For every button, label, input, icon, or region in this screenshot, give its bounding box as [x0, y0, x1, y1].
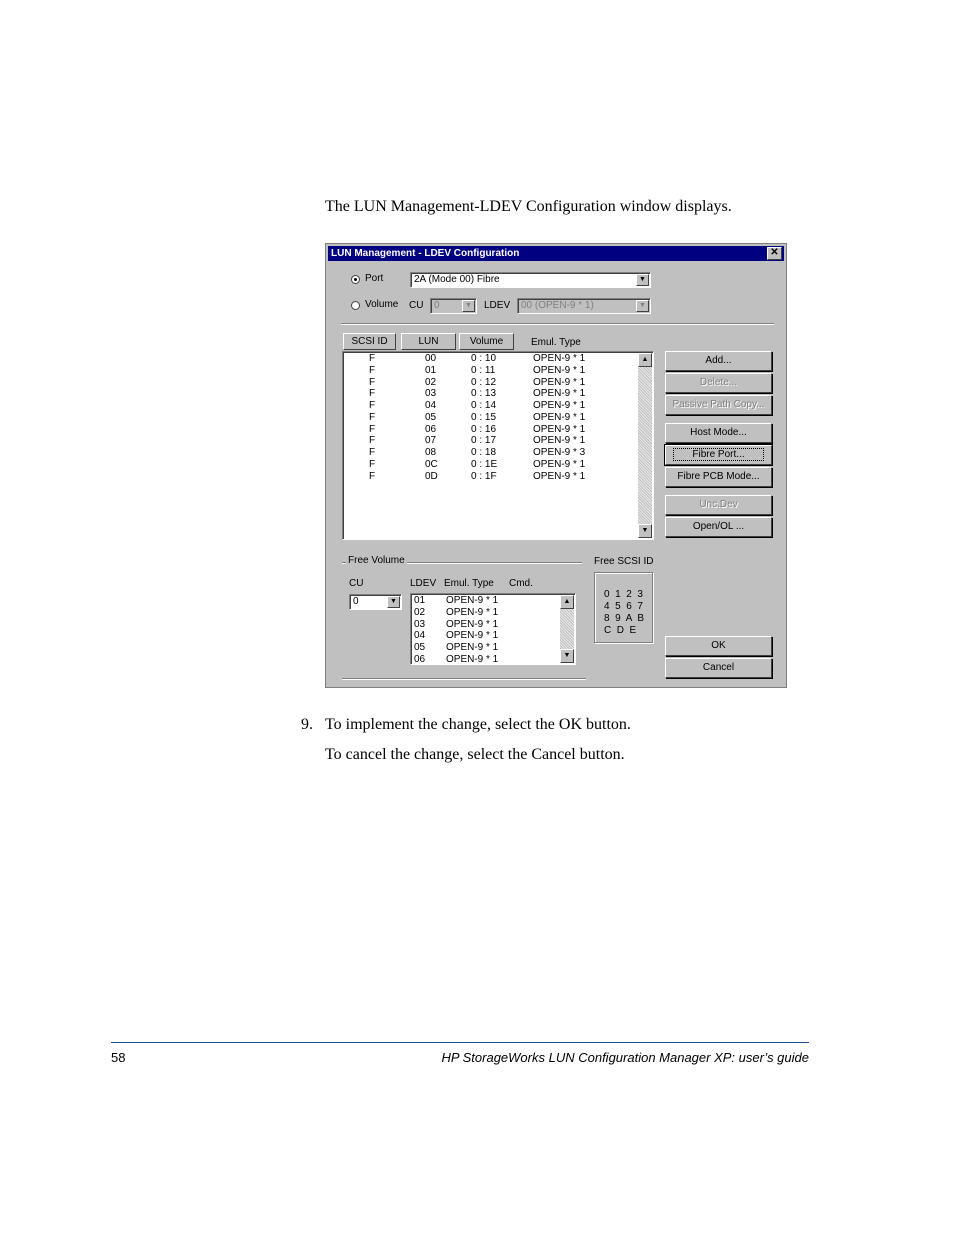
lun-row-volume[interactable]: 0 : 12: [471, 376, 497, 388]
window-titlebar: [328, 246, 784, 261]
add-button[interactable]: Add...: [665, 351, 772, 371]
cancel-instruction: To cancel the change, select the Cancel button.: [325, 746, 625, 763]
lun-row-lun[interactable]: 00: [425, 353, 437, 364]
free-row-ldev[interactable]: 05: [414, 642, 426, 653]
chevron-down-icon[interactable]: ▼: [387, 596, 400, 608]
lun-row-scsi-id[interactable]: F: [369, 388, 376, 400]
scroll-down-icon[interactable]: ▼: [638, 524, 652, 538]
free-row-ldev[interactable]: 03: [414, 618, 426, 630]
volume-label: Volume: [365, 299, 399, 310]
lun-row-scsi-id[interactable]: F: [369, 411, 376, 423]
delete-button[interactable]: Delete...: [665, 373, 772, 393]
free-row-emul-type[interactable]: OPEN-9 * 1: [446, 653, 499, 665]
lun-row-scsi-id[interactable]: F: [369, 435, 376, 447]
free-row-emul-type[interactable]: OPEN-9 * 1: [446, 630, 499, 642]
free-volume-title: Free Volume: [348, 555, 405, 566]
volume-radio[interactable]: [351, 301, 360, 310]
scrollbar[interactable]: [560, 595, 574, 663]
lun-row-volume[interactable]: 0 : 1E: [471, 458, 498, 470]
cu-label: CU: [409, 300, 424, 311]
free-row-emul-type[interactable]: OPEN-9 * 1: [446, 595, 499, 606]
lun-row-scsi-id[interactable]: F: [369, 353, 376, 364]
lun-row-volume[interactable]: 0 : 16: [471, 423, 497, 435]
column-header-emul-type: Emul. Type: [531, 337, 581, 348]
lun-row-lun[interactable]: 08: [425, 447, 437, 458]
ldev-select-value: 00 (OPEN-9 * 1): [521, 300, 594, 311]
free-scsi-row: C D E: [604, 625, 637, 636]
cancel-button[interactable]: Cancel: [665, 658, 772, 678]
lun-row-emul-type[interactable]: OPEN-9 * 1: [533, 411, 586, 423]
lun-row-lun[interactable]: 01: [425, 364, 437, 376]
page-number: 58: [111, 1050, 126, 1065]
free-row-ldev[interactable]: 02: [414, 606, 426, 618]
lun-row-emul-type[interactable]: OPEN-9 * 3: [533, 447, 586, 458]
fibre-port-button[interactable]: [665, 445, 772, 465]
lun-row-scsi-id[interactable]: F: [369, 470, 376, 482]
chevron-down-icon[interactable]: ▼: [462, 300, 475, 312]
footer-rule: [111, 1042, 809, 1043]
lun-row-scsi-id[interactable]: F: [369, 400, 376, 411]
free-cu-label: CU: [349, 578, 364, 589]
passive-path-copy-button[interactable]: Passive Path Copy...: [665, 395, 772, 415]
step-number: 9.: [301, 716, 313, 733]
port-radio[interactable]: [351, 275, 360, 284]
free-column-emul-type: Emul. Type: [444, 578, 494, 589]
free-volume-list[interactable]: [410, 593, 576, 665]
chevron-down-icon[interactable]: ▼: [636, 274, 649, 286]
lun-row-lun[interactable]: 0C: [425, 458, 438, 470]
lun-row-lun[interactable]: 07: [425, 435, 437, 447]
chevron-down-icon[interactable]: ▼: [636, 300, 649, 312]
close-icon[interactable]: ✕: [767, 247, 782, 260]
lun-row-scsi-id[interactable]: F: [369, 458, 376, 470]
lun-row-lun[interactable]: 06: [425, 423, 437, 435]
lun-row-emul-type[interactable]: OPEN-9 * 1: [533, 353, 586, 364]
ldev-select[interactable]: [517, 298, 651, 314]
lun-row-lun[interactable]: 05: [425, 411, 437, 423]
free-cu-select-value: 0: [353, 596, 359, 607]
free-row-emul-type[interactable]: OPEN-9 * 1: [446, 618, 499, 630]
lun-row-emul-type[interactable]: OPEN-9 * 1: [533, 423, 586, 435]
lun-row-emul-type[interactable]: OPEN-9 * 1: [533, 435, 586, 447]
lun-row-emul-type[interactable]: OPEN-9 * 1: [533, 376, 586, 388]
free-scsi-row: 8 9 A B: [604, 613, 645, 624]
lun-row-scsi-id[interactable]: F: [369, 423, 376, 435]
column-header-scsi-id[interactable]: SCSI ID: [343, 333, 396, 350]
lun-ldev-config-window: [325, 243, 787, 688]
cu-select-value: 0: [434, 300, 440, 311]
lun-row-scsi-id[interactable]: F: [369, 364, 376, 376]
scroll-down-icon[interactable]: ▼: [560, 649, 574, 663]
lun-row-emul-type[interactable]: OPEN-9 * 1: [533, 470, 586, 482]
scrollbar[interactable]: [638, 353, 652, 538]
fibre-port-label: Fibre Port...: [673, 448, 763, 461]
free-scsi-id-title: Free SCSI ID: [594, 556, 654, 567]
lun-row-emul-type[interactable]: OPEN-9 * 1: [533, 400, 586, 411]
divider: [341, 323, 774, 325]
port-select[interactable]: [410, 272, 651, 288]
free-row-ldev[interactable]: 01: [414, 595, 426, 606]
lun-list[interactable]: [342, 351, 654, 540]
free-scsi-row: 0 1 2 3: [604, 589, 643, 600]
lun-row-volume[interactable]: 0 : 15: [471, 411, 497, 423]
free-row-emul-type[interactable]: OPEN-9 * 1: [446, 606, 499, 618]
lun-row-volume[interactable]: 0 : 11: [471, 364, 496, 376]
fibre-pcb-mode-button[interactable]: Fibre PCB Mode...: [665, 467, 772, 487]
free-cu-select[interactable]: [349, 594, 402, 610]
footer-title: HP StorageWorks LUN Configuration Manager XP: user’s guide: [441, 1050, 809, 1065]
free-row-ldev[interactable]: 04: [414, 630, 426, 642]
free-row-emul-type[interactable]: OPEN-9 * 1: [446, 642, 499, 653]
port-label: Port: [365, 273, 384, 284]
host-mode-button[interactable]: Host Mode...: [665, 423, 772, 443]
lun-row-volume[interactable]: 0 : 17: [471, 435, 497, 447]
divider: [342, 678, 586, 680]
free-column-cmd: Cmd.: [509, 578, 533, 589]
port-select-value: 2A (Mode 00) Fibre: [414, 274, 500, 285]
lun-row-lun[interactable]: 04: [425, 400, 437, 411]
lun-row-lun[interactable]: 02: [425, 376, 437, 388]
scroll-up-icon[interactable]: ▲: [638, 353, 652, 367]
free-row-ldev[interactable]: 06: [414, 653, 426, 665]
intro-text: The LUN Management-LDEV Configuration window displays.: [325, 198, 732, 215]
window-title: LUN Management - LDEV Configuration: [331, 248, 520, 259]
lun-row-emul-type[interactable]: OPEN-9 * 1: [533, 364, 586, 376]
lun-row-lun[interactable]: 0D: [425, 470, 438, 482]
free-column-ldev: LDEV: [410, 578, 437, 589]
scroll-up-icon[interactable]: ▲: [560, 595, 574, 609]
lun-row-emul-type[interactable]: OPEN-9 * 1: [533, 458, 586, 470]
lun-row-lun[interactable]: 03: [425, 388, 437, 400]
unc-dev-button[interactable]: Unc.Dev: [665, 495, 772, 515]
free-scsi-id-box: [594, 572, 653, 643]
lun-row-volume[interactable]: 0 : 10: [471, 353, 497, 364]
lun-row-volume[interactable]: 0 : 13: [471, 388, 497, 400]
ok-button[interactable]: OK: [665, 636, 772, 656]
lun-row-volume[interactable]: 0 : 18: [471, 447, 497, 458]
open-vol-button[interactable]: Open/OL ...: [665, 517, 772, 537]
cu-select[interactable]: [430, 298, 477, 314]
column-header-volume[interactable]: Volume: [459, 333, 514, 350]
lun-row-emul-type[interactable]: OPEN-9 * 1: [533, 388, 586, 400]
lun-row-volume[interactable]: 0 : 14: [471, 400, 497, 411]
free-scsi-row: 4 5 6 7: [604, 601, 643, 612]
lun-row-volume[interactable]: 0 : 1F: [471, 470, 497, 482]
step-text: To implement the change, select the OK button.: [325, 716, 631, 733]
lun-row-scsi-id[interactable]: F: [369, 447, 376, 458]
lun-row-scsi-id[interactable]: F: [369, 376, 376, 388]
column-header-lun[interactable]: LUN: [401, 333, 456, 350]
ldev-label: LDEV: [484, 300, 511, 311]
